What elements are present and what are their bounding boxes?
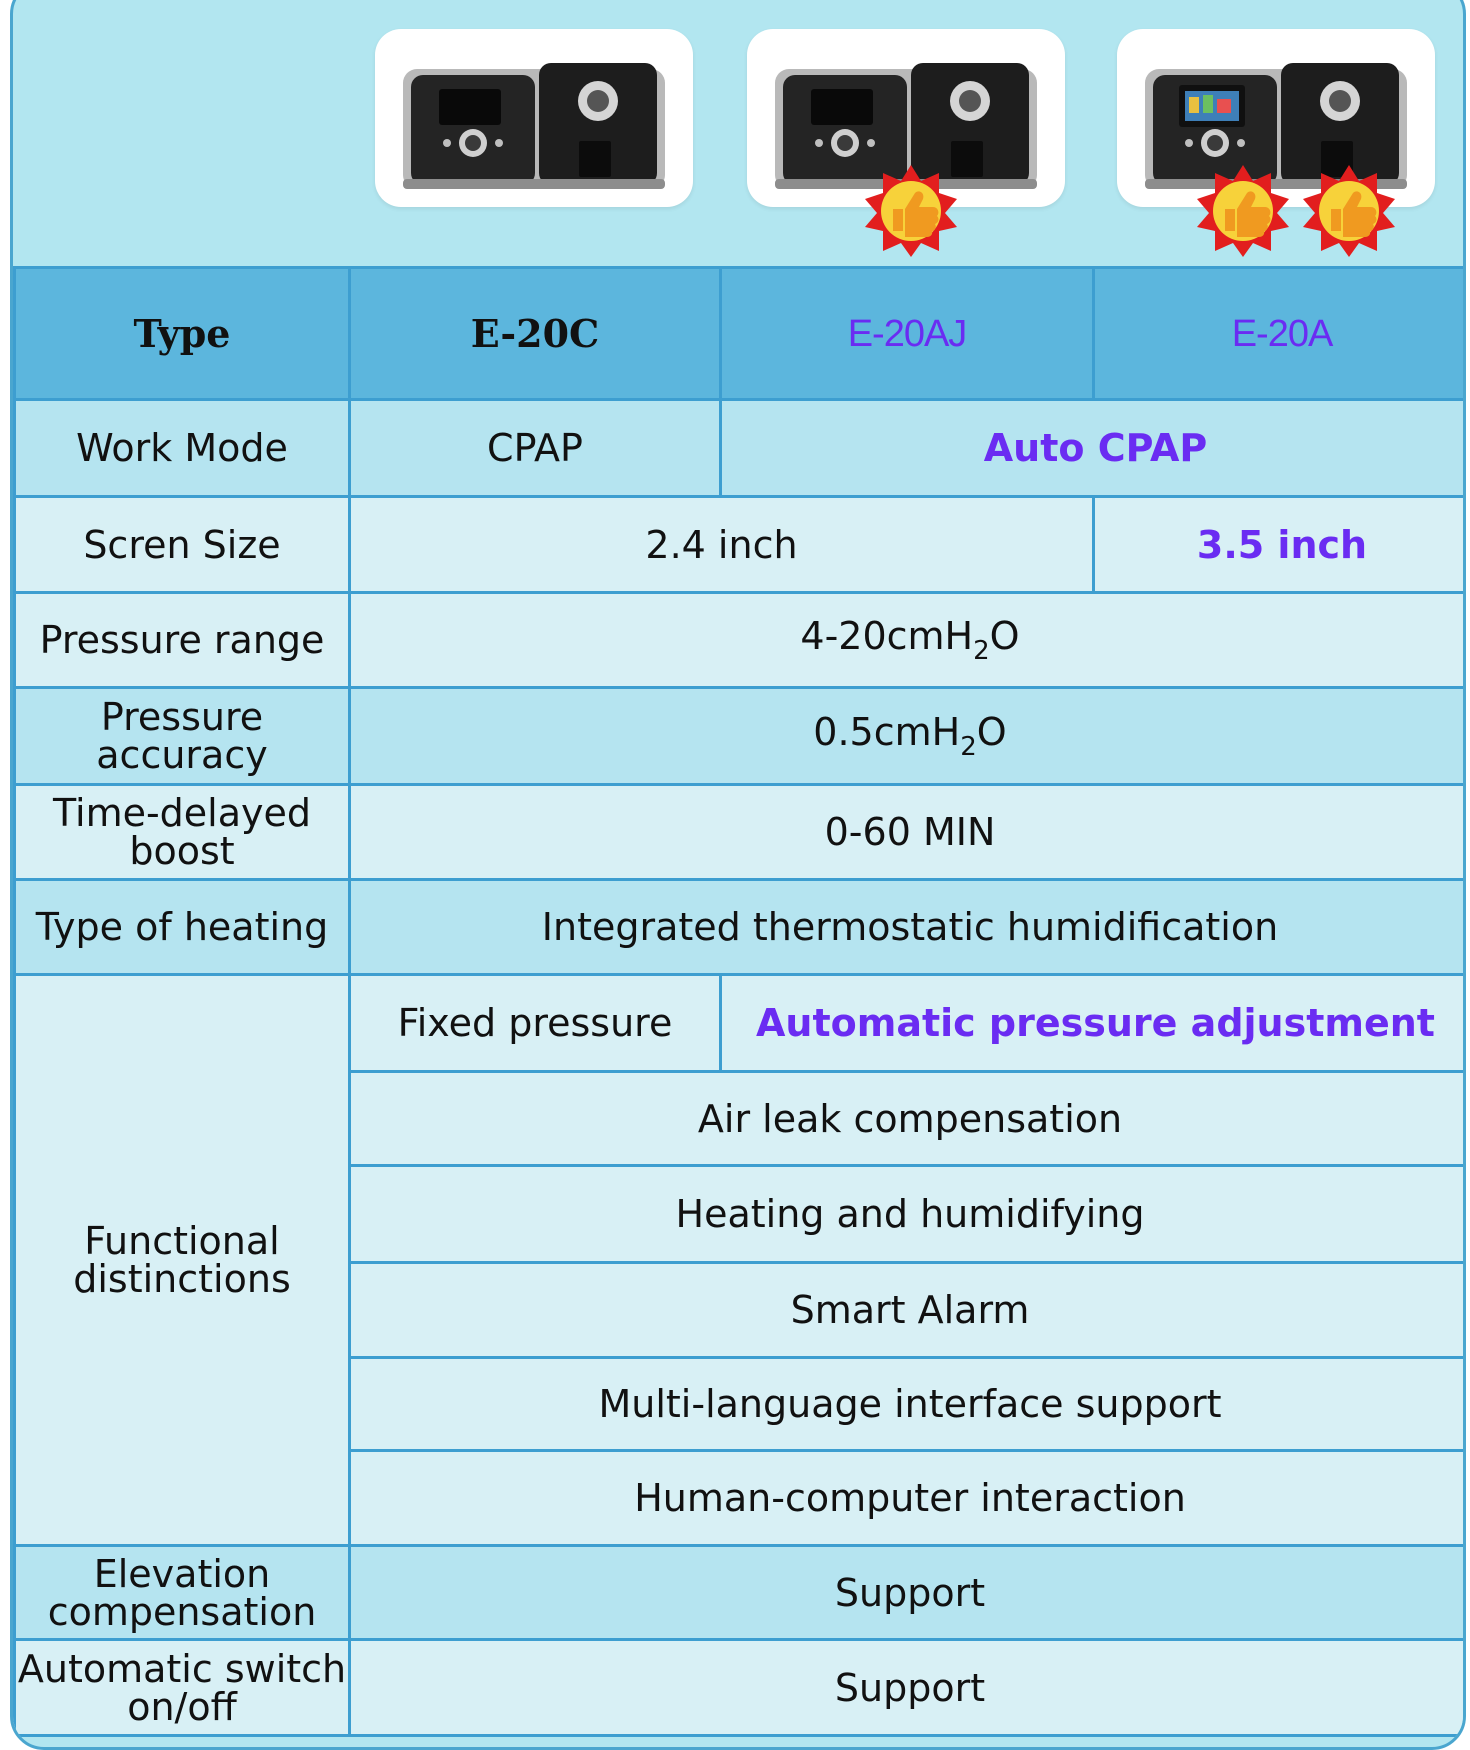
subscript: 2: [960, 731, 977, 762]
table-row: [15, 497, 1467, 593]
value-automatic-pressure: Automatic pressure adjustment: [721, 975, 1467, 1072]
table-row: [15, 880, 1467, 975]
label-pressure-range: Pressure range: [15, 593, 350, 688]
table-row: [15, 688, 1467, 785]
label-time-delayed-boost: Time-delayed boost: [15, 785, 350, 880]
feature-human-computer: Human-computer interaction: [350, 1451, 1467, 1546]
cpap-device-image: [393, 39, 675, 197]
value-screen-size-small: 2.4 inch: [350, 497, 1094, 593]
value-type-of-heating: Integrated thermostatic humidification: [350, 880, 1467, 975]
value-elevation-compensation: Support: [350, 1546, 1467, 1640]
label-type-of-heating: Type of heating: [15, 880, 350, 975]
value-fixed-pressure: Fixed pressure: [350, 975, 721, 1072]
table-row: [15, 593, 1467, 688]
value-pressure-range: [350, 593, 1467, 688]
value-work-mode-auto: Auto CPAP: [721, 400, 1467, 497]
thumbs-up-icon: [1301, 163, 1397, 259]
model-e20c: E-20C: [350, 268, 721, 400]
value-time-delayed-boost: 0-60 MIN: [350, 785, 1467, 880]
feature-multi-language: Multi-language interface support: [350, 1358, 1467, 1451]
table-row: [15, 785, 1467, 880]
feature-air-leak: Air leak compensation: [350, 1072, 1467, 1166]
table-row: [15, 400, 1467, 497]
label-pressure-accuracy: Pressure accuracy: [15, 688, 350, 785]
label-functional-distinctions: Functional distinctions: [15, 975, 350, 1546]
model-e20a: E-20A: [1094, 268, 1467, 400]
thumbs-up-icon: [863, 163, 959, 259]
subscript: 2: [973, 635, 990, 666]
label-work-mode: Work Mode: [15, 400, 350, 497]
value-text: O: [976, 709, 1007, 754]
value-text: 0.5cmH: [813, 709, 961, 754]
value-text: O: [989, 613, 1020, 658]
spec-table: [13, 266, 1466, 1737]
table-row: [15, 268, 1467, 400]
value-work-mode-e20c: CPAP: [350, 400, 721, 497]
thumbs-up-icon: [1195, 163, 1291, 259]
table-row: [15, 1546, 1467, 1640]
label-elevation-compensation: Elevation compensation: [15, 1546, 350, 1640]
table-row: [15, 975, 1467, 1072]
label-screen-size: Scren Size: [15, 497, 350, 593]
comparison-card: [10, 0, 1466, 1750]
value-text: 4-20cmH: [800, 613, 974, 658]
feature-heating-humidifying: Heating and humidifying: [350, 1166, 1467, 1263]
value-screen-size-large: 3.5 inch: [1094, 497, 1467, 593]
label-automatic-switch: Automatic switch on/off: [15, 1640, 350, 1736]
model-e20aj: E-20AJ: [721, 268, 1094, 400]
value-pressure-accuracy: [350, 688, 1467, 785]
table-row: [15, 1640, 1467, 1736]
feature-smart-alarm: Smart Alarm: [350, 1263, 1467, 1358]
product-photo-e20c: [375, 29, 693, 207]
value-automatic-switch: Support: [350, 1640, 1467, 1736]
type-header: Type: [15, 268, 350, 400]
